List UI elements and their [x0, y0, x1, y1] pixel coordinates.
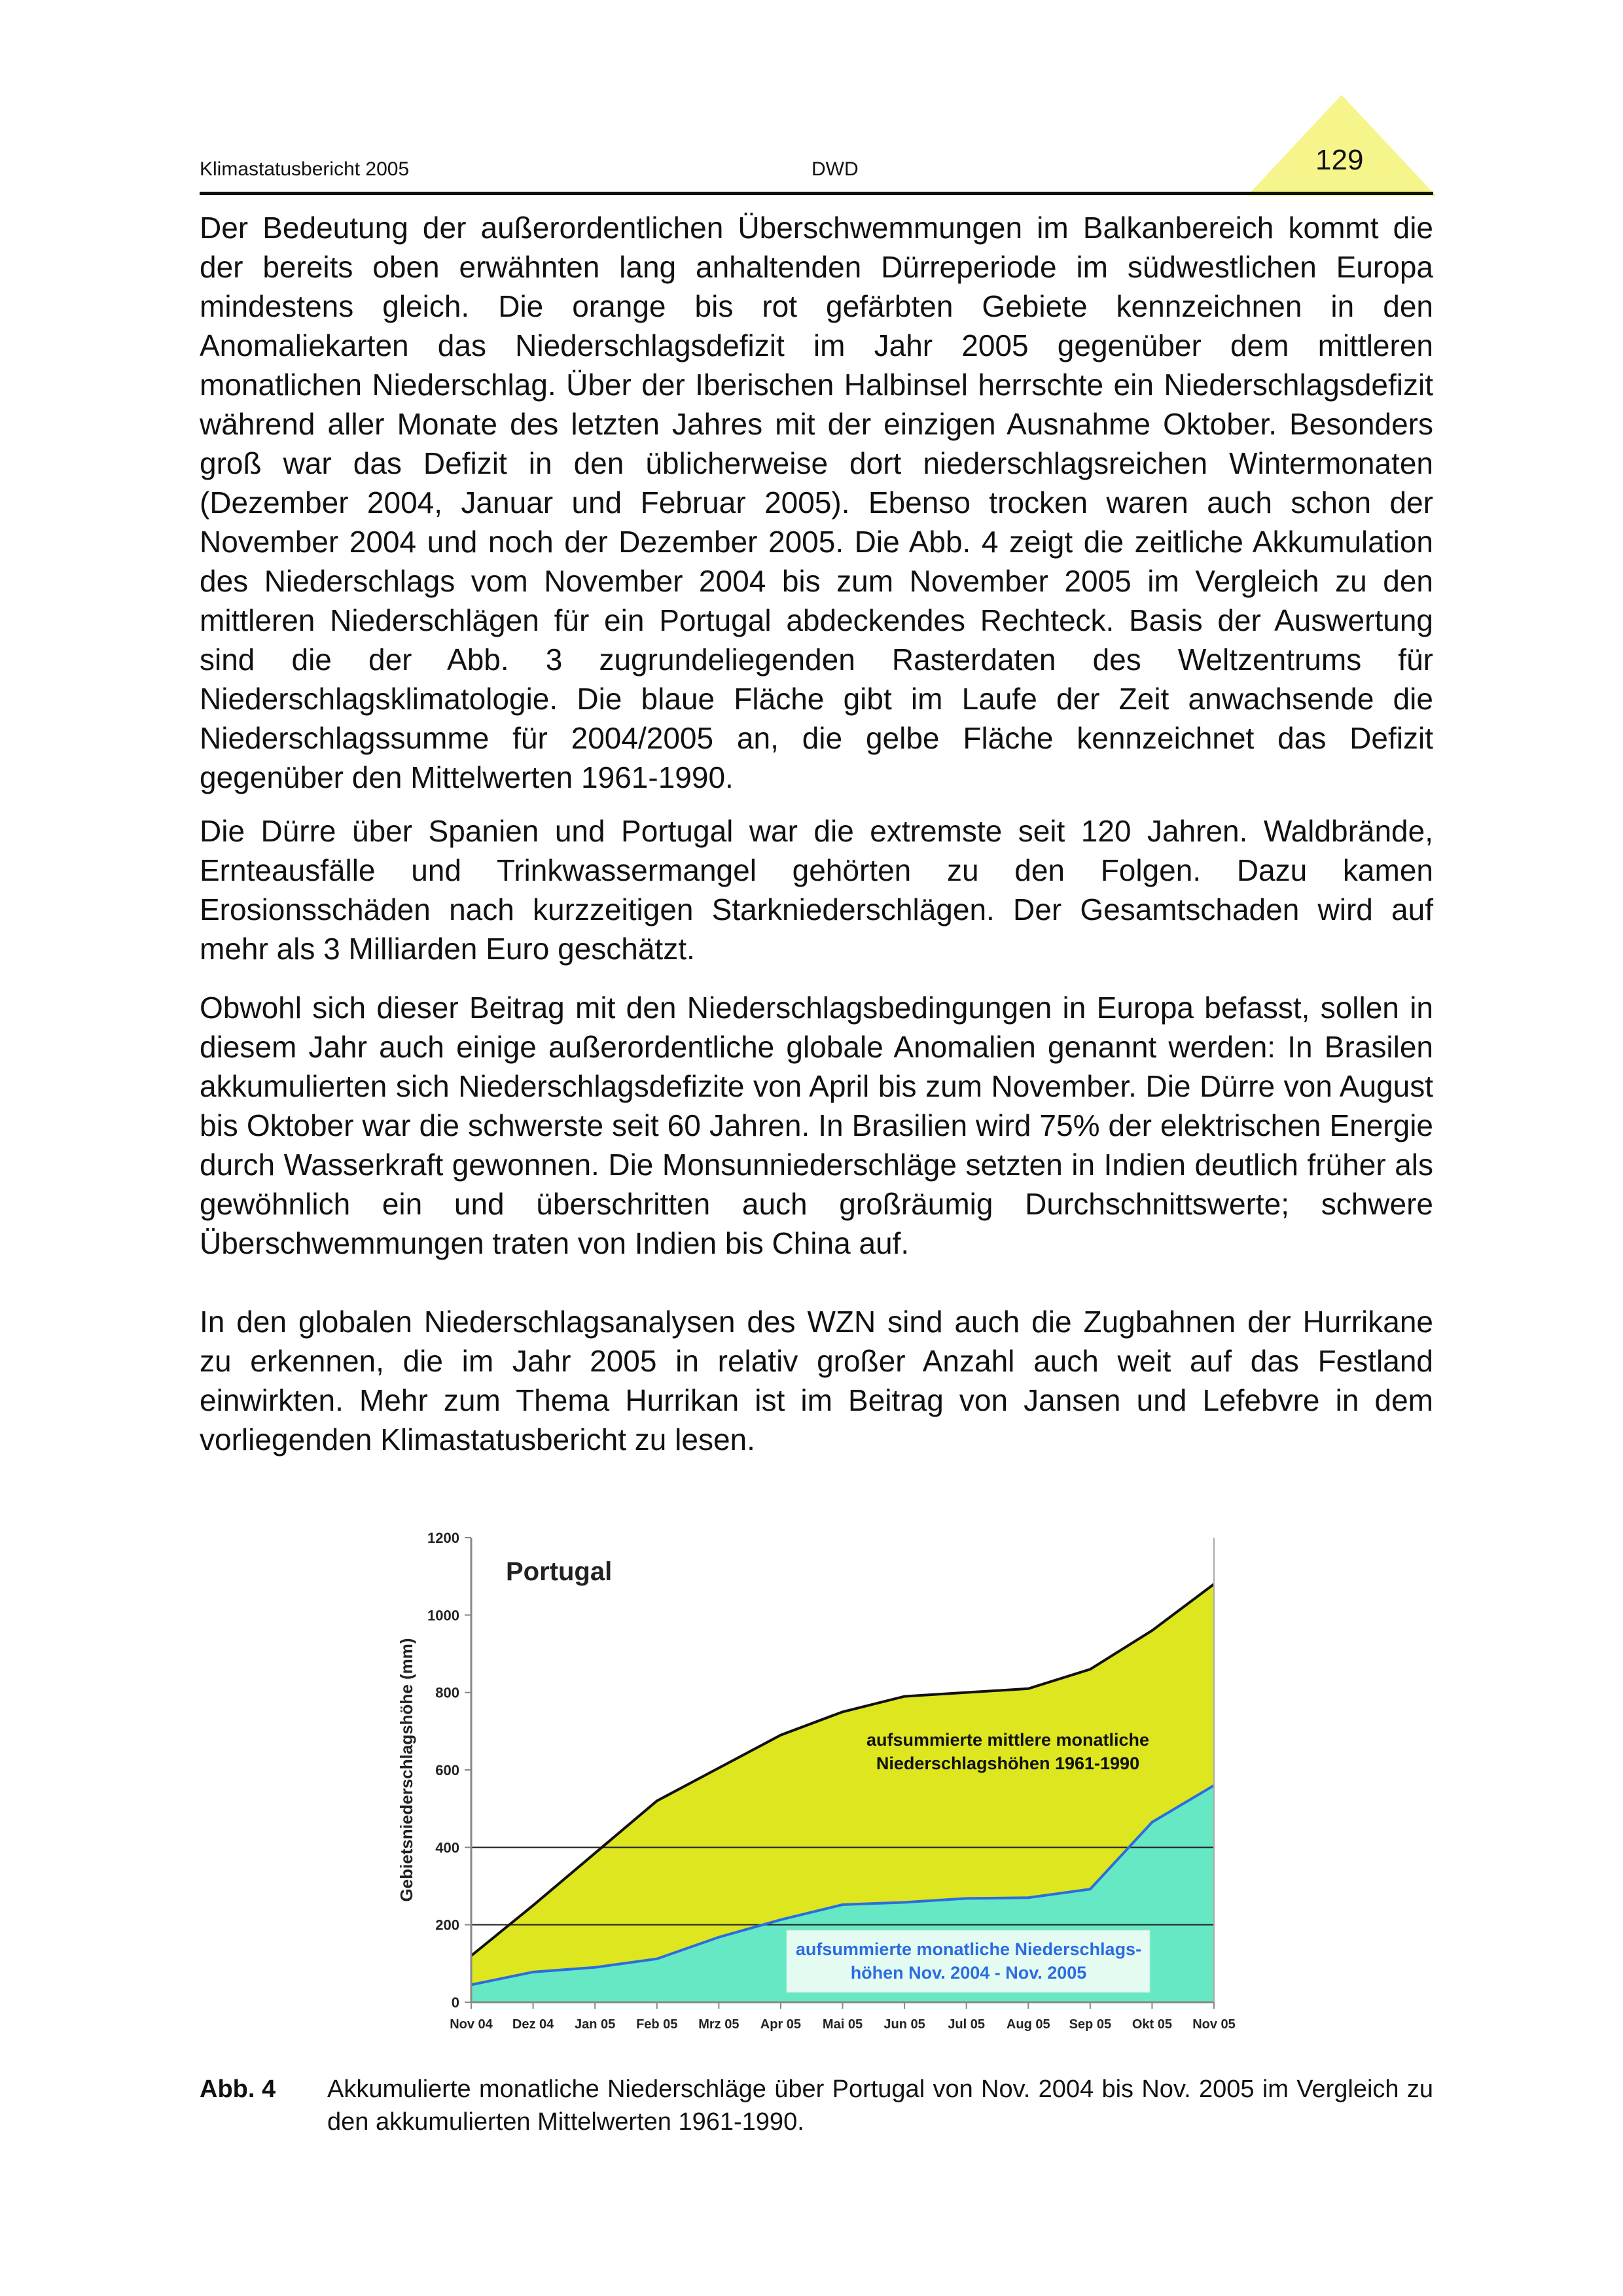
- x-tick-label: Jun 05: [883, 2017, 925, 2032]
- publisher-name: DWD: [812, 158, 859, 180]
- paragraph-4: In den globalen Niederschlagsanalysen des WZN sind auch die Zugbahnen der Hurrikane zu erkennen, die im Jahr 2005 in relativ großer Anzahl auch weit auf das Festland einwirkten. Mehr zum Thema Hurrikan ist im Beitrag von Jansen und Lefebvre in dem vorliegenden Klimastatusbericht zu lesen.: [200, 1305, 1433, 1457]
- x-tick-label: Feb 05: [636, 2017, 678, 2032]
- body-text: [200, 208, 1433, 1459]
- x-tick-label: Jan 05: [575, 2017, 616, 2032]
- x-tick-label: Sep 05: [1069, 2017, 1112, 2032]
- y-tick-label: 1200: [427, 1530, 459, 1546]
- y-tick-label: 200: [435, 1916, 459, 1934]
- x-tick-label: Jul 05: [948, 2017, 986, 2032]
- x-tick-label: Dez 04: [512, 2017, 554, 2032]
- caption-text: Akkumulierte monatliche Niederschläge über Portugal von Nov. 2004 bis Nov. 2005 im Vergleich zu den akkumulierten Mittelwerten 1961-1990.: [327, 2075, 1433, 2136]
- page-number: 129: [1315, 144, 1364, 176]
- precipitation-chart: [386, 1525, 1270, 2061]
- mean-label-line: Niederschlagshöhen 1961-1990: [876, 1754, 1140, 1773]
- x-tick-label: Okt 05: [1132, 2017, 1172, 2032]
- x-tick-label: Aug 05: [1006, 2017, 1050, 2032]
- x-tick-label: Mrz 05: [698, 2017, 740, 2032]
- paragraph-2: Die Dürre über Spanien und Portugal war die extremste seit 120 Jahren. Waldbrände, Ernteausfälle und Trinkwassermangel gehörten zu den Folgen. Dazu kamen Erosionsschäden nach kurzzeitigen Starkniederschlägen. Der Gesamtschaden wird auf mehr als 3 Milliarden Euro geschätzt.: [200, 814, 1433, 966]
- y-axis-label: Gebietsniederschlagshöhe (mm): [397, 1638, 416, 1902]
- x-tick-label: Nov 04: [450, 2017, 493, 2032]
- y-tick-label: 800: [435, 1684, 459, 1701]
- x-tick-label: Nov 05: [1192, 2017, 1236, 2032]
- chart-title: Portugal: [506, 1557, 613, 1586]
- x-tick-label: Apr 05: [760, 2017, 802, 2032]
- paragraph-1: Der Bedeutung der außerordentlichen Überschwemmungen im Balkanbereich kommt die der bereits oben erwähnten lang anhaltenden Dürreperiode im südwestlichen Europa mindestens gleich. Die orange bis rot gefärbten Gebiete kennzeichnen in den Anomaliekarten das Niederschlagsdefizit im Jahr 2005 gegenüber dem mittleren monatlichen Niederschlag. Über der Iberischen Halbinsel herrschte ein Niederschlagsdefizit während aller Monate des letzten Jahres mit der einzigen Ausnahme Oktober. Besonders groß war das Defizit in den üblicherweise dort niederschlagsreichen Wintermonaten (Dezember 2004, Januar und Februar 2005). Ebenso trocken waren auch schon der November 2004 und noch der Dezember 2005. Die Abb. 4 zeigt die zeitliche Akkumulation des Niederschlags vom November 2004 bis zum November 2005 im Vergleich zu den mittleren Niederschlägen für ein Portugal abdeckendes Rechteck. Basis der Auswertung sind die der Abb. 3 zugrundeliegenden Rasterdaten des Weltzentrums für Niederschlagsklimatologie. Die blaue Fläche gibt im Laufe der Zeit anwachsende die Niederschlagssumme für 2004/2005 an, die gelbe Fläche kennzeichnet das Defizit gegenüber den Mittelwerten 1961-1990.: [200, 211, 1433, 794]
- caption-label: Abb. 4: [200, 2075, 276, 2103]
- header-rule: [200, 192, 1433, 195]
- mean-label-line: aufsummierte mittlere monatliche: [866, 1730, 1150, 1750]
- observed-label-line: höhen Nov. 2004 - Nov. 2005: [850, 1963, 1087, 1983]
- y-tick-label: 0: [451, 1994, 459, 2011]
- y-tick-label: 1000: [427, 1607, 459, 1624]
- page-header: [200, 124, 1430, 196]
- paragraph-3: Obwohl sich dieser Beitrag mit den Niederschlagsbedingungen in Europa befasst, sollen in diesem Jahr auch einige außerordentliche globale Anomalien genannt werden: In Brasilen akkumulierten sich Niederschlagsdefizite von April bis zum November. Die Dürre von August bis Oktober war die schwerste seit 60 Jahren. In Brasilien wird 75% der elektrischen Energie durch Wasserkraft gewonnen. Die Monsunniederschläge setzten in Indien deutlich früher als gewöhnlich ein und überschritten auch großräumig Durchschnittswerte; schwere Überschwemmungen traten von Indien bis China auf.: [200, 991, 1433, 1260]
- x-tick-label: Mai 05: [822, 2017, 863, 2032]
- observed-label-line: aufsummierte monatliche Niederschlags-: [795, 1939, 1142, 1959]
- y-tick-label: 400: [435, 1839, 459, 1856]
- report-title: Klimastatusbericht 2005: [200, 158, 410, 180]
- y-tick-label: 600: [435, 1762, 459, 1778]
